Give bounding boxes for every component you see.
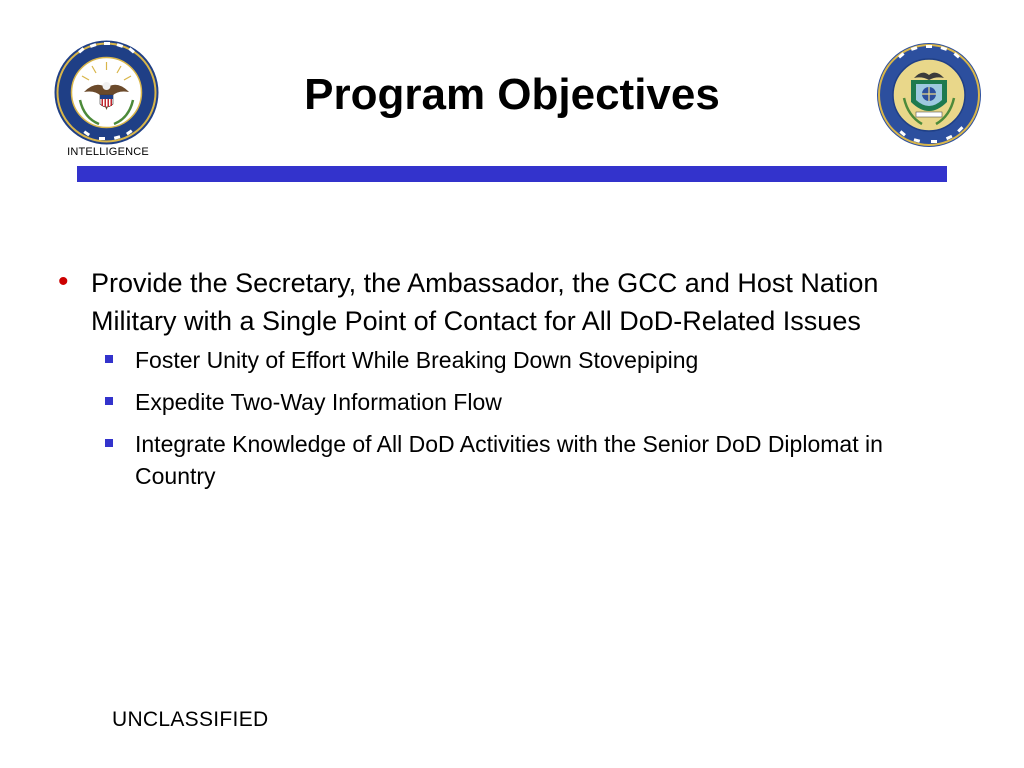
sub-bullet <box>58 386 958 418</box>
bullet-content <box>58 264 958 502</box>
seal-caption: INTELLIGENCE <box>67 146 149 158</box>
sub-bullet <box>58 428 958 492</box>
classification-label: UNCLASSIFIED <box>112 708 269 731</box>
square-bullet-icon <box>105 439 113 447</box>
bullet-marker: • <box>58 265 69 298</box>
title-divider-bar <box>77 166 947 182</box>
security-cooperation-agency-seal <box>876 42 982 148</box>
main-bullet <box>58 264 958 340</box>
sub-bullet-text: Foster Unity of Effort While Breaking Down Stovepiping <box>135 347 699 373</box>
sub-bullet-text: Expedite Two-Way Information Flow <box>135 389 502 415</box>
department-of-defense-seal <box>54 40 159 145</box>
sub-bullet-list <box>58 344 958 492</box>
main-bullet-text: Provide the Secretary, the Ambassador, the GCC and Host Nation Military with a Single Point of Contact for All DoD-Related Issues <box>91 268 879 336</box>
sub-bullet <box>58 344 958 376</box>
page-title: Program Objectives <box>304 70 720 119</box>
sub-bullet-text: Integrate Knowledge of All DoD Activities with the Senior DoD Diplomat in Country <box>135 431 883 489</box>
square-bullet-icon <box>105 355 113 363</box>
square-bullet-icon <box>105 397 113 405</box>
